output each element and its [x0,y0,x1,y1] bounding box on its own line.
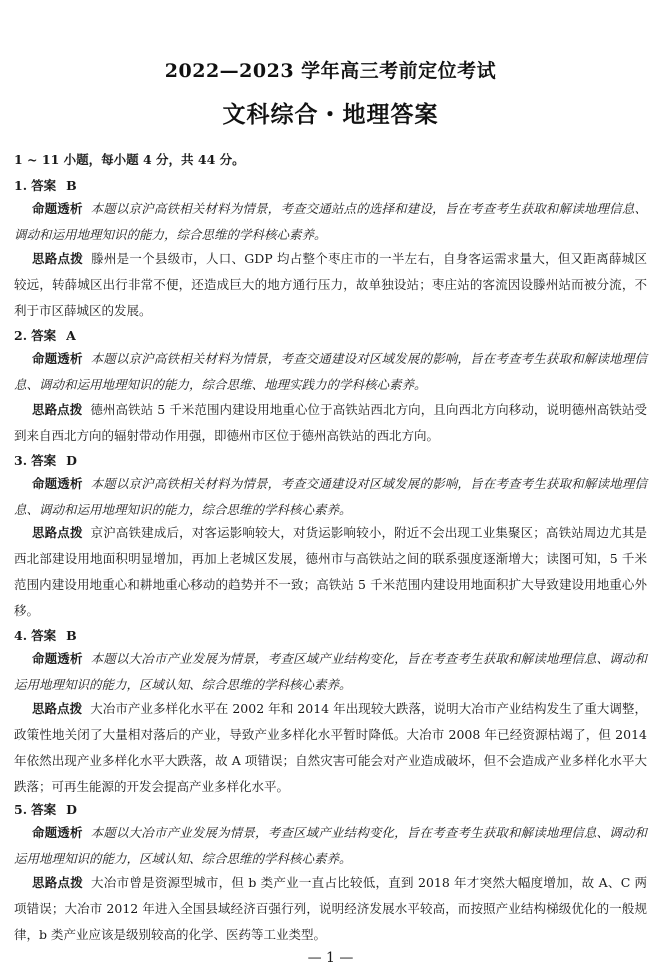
exam-subtitle: 文科综合・地理答案 [222,101,439,128]
hint-paragraph-3 [14,520,647,624]
exam-title: 2022—2023 学年高三考前定位考试 [164,60,497,82]
hint-text: 大冶市产业多样化水平在 2002 年和 2014 年出现较大跌落，说明大冶市产业结构发生了重大调整，政策性地关闭了大量相对落后的产业，导致产业多样化水平暂时降低。大冶市 2008 年已经资源枯竭了，但 2014 年依然出现产业多样化水平大跌落，故 A 项错误；自然灾害可能会对产业造成破坏，但不会造成产业多样化水平大跌落；可再生能源的开发会提高产业多样化水平。 [14,701,647,794]
page-number: — 1 — [307,950,354,966]
question-number: 4. [14,628,28,643]
hint-paragraph-1 [14,246,647,324]
intent-paragraph-1 [14,196,647,248]
answer-line-2 [14,326,76,344]
intent-label: 命题透析 [32,651,83,666]
answer-label: 答案 [31,628,57,643]
intent-text: 本题以京沪高铁相关材料为情景，考查交通建设对区域发展的影响，旨在考查考生获取和解读地理信息、调动和运用地理知识的能力，综合思维、地理实践力的学科核心素养。 [14,351,647,392]
answer-line-3 [14,451,77,469]
hint-label: 思路点拨 [32,701,83,716]
answer-value: A [66,328,76,343]
answer-label: 答案 [31,328,57,343]
answer-line-5 [14,800,77,818]
answer-value: D [66,802,77,817]
answer-value: B [66,178,77,193]
question-number: 5. [14,802,28,817]
intent-label: 命题透析 [32,476,83,491]
answer-value: D [66,453,77,468]
intent-text: 本题以大冶市产业发展为情景，考查区域产业结构变化，旨在考查考生获取和解读地理信息、调动和运用地理知识的能力，区域认知、综合思维的学科核心素养。 [14,651,647,692]
intent-label: 命题透析 [32,825,83,840]
intent-paragraph-3 [14,471,647,523]
intent-paragraph-2 [14,346,647,398]
hint-paragraph-4 [14,696,647,800]
answer-label: 答案 [31,802,57,817]
answer-value: B [66,628,77,643]
answer-line-1 [14,176,77,194]
intent-label: 命题透析 [32,351,83,366]
answer-line-4 [14,626,77,644]
section-intro: 1 ~ 11 小题，每小题 4 分，共 44 分。 [14,152,245,167]
hint-text: 京沪高铁建成后，对客运影响较大，对货运影响较小，附近不会出现工业集聚区；高铁站周边尤其是西北部建设用地面积明显增加，再加上老城区发展，德州市与高铁站之间的联系强度逐渐增大；读图可知，5 千米范围内建设用地重心和耕地重心移动的趋势并不一致；高铁站 5 千米范围内建设用地面积扩大导致建设用地重心外移。 [14,525,647,618]
answer-label: 答案 [31,453,57,468]
hint-paragraph-5 [14,870,647,948]
intent-paragraph-5 [14,820,647,872]
intent-text: 本题以京沪高铁相关材料为情景，考查交通建设对区域发展的影响，旨在考查考生获取和解读地理信息、调动和运用地理知识的能力，综合思维的学科核心素养。 [14,476,647,517]
hint-text: 德州高铁站 5 千米范围内建设用地重心位于高铁站西北方向，且向西北方向移动，说明德州高铁站受到来自西北方向的辐射带动作用强，即德州市区位于德州高铁站的西北方向。 [14,402,647,443]
question-number: 3. [14,453,28,468]
question-number: 1. [14,178,28,193]
hint-label: 思路点拨 [32,251,84,266]
hint-text: 大冶市曾是资源型城市，但 b 类产业一直占比较低，直到 2018 年才突然大幅度增加，故 A、C 两项错误；大冶市 2012 年进入全国县域经济百强行列，说明经济发展水平较高，而按照产业结构梯级优化的一般规律，b 类产业应该是级别较高的化学、医药等工业类型。 [14,875,647,942]
hint-label: 思路点拨 [32,525,83,540]
intent-label: 命题透析 [32,201,83,216]
answer-label: 答案 [31,178,57,193]
intent-paragraph-4 [14,646,647,698]
intent-text: 本题以大冶市产业发展为情景，考查区域产业结构变化，旨在考查考生获取和解读地理信息、调动和运用地理知识的能力，区域认知、综合思维的学科核心素养。 [14,825,647,866]
intent-text: 本题以京沪高铁相关材料为情景，考查交通站点的选择和建设，旨在考查考生获取和解读地理信息、调动和运用地理知识的能力，综合思维的学科核心素养。 [14,201,647,242]
hint-label: 思路点拨 [32,875,84,890]
question-number: 2. [14,328,28,343]
hint-paragraph-2 [14,397,647,449]
hint-text: 滕州是一个县级市，人口、GDP 均占整个枣庄市的一半左右，自身客运需求量大，但又距离薛城区较远，转薛城区出行非常不便，还造成巨大的地方通行压力，故单独设站；枣庄站的客流因设滕州站而被分流，不利于市区薛城区的发展。 [14,251,647,318]
hint-label: 思路点拨 [32,402,83,417]
